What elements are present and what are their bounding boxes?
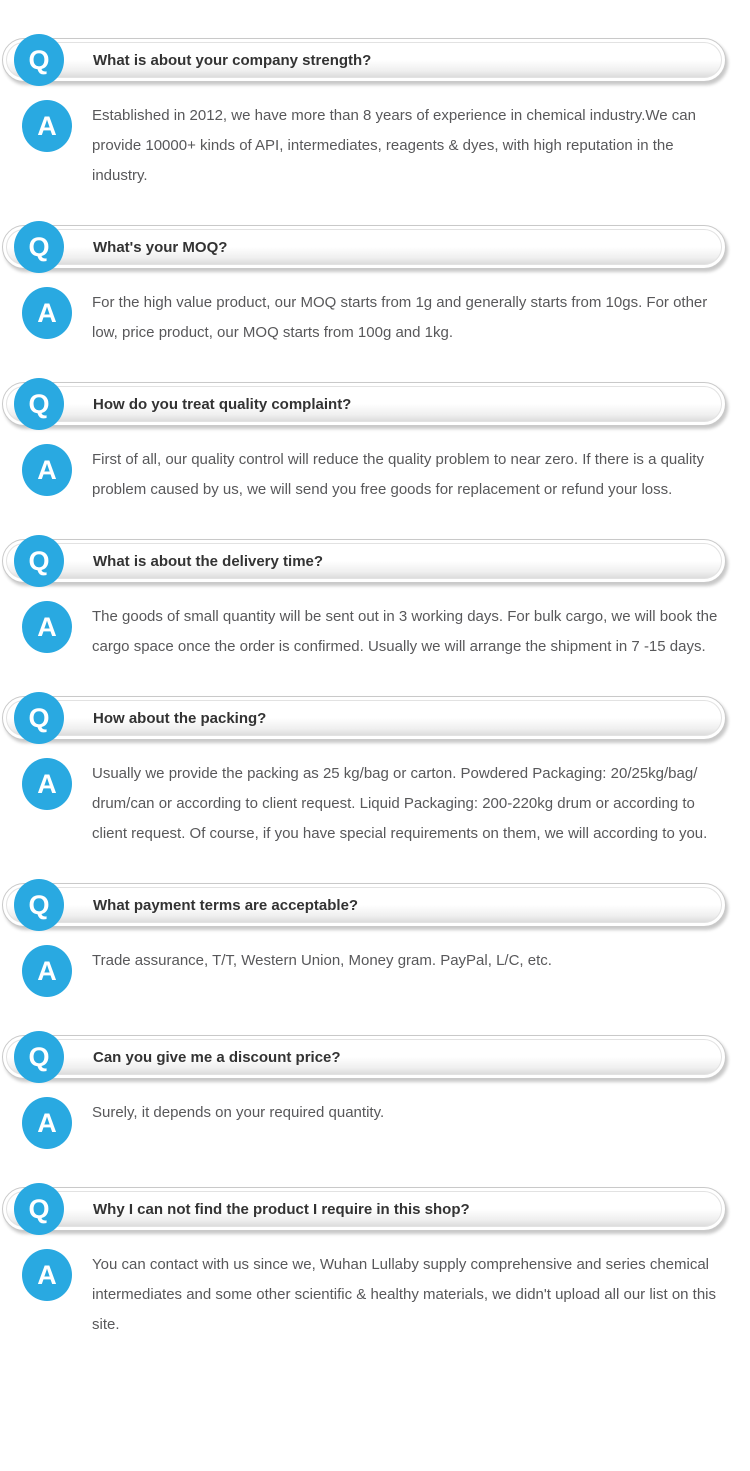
question-pill <box>2 696 726 740</box>
faq-item <box>0 692 750 849</box>
question-pill-inner <box>6 386 722 422</box>
question-badge <box>14 879 64 931</box>
answer-badge <box>22 945 72 997</box>
question-badge-letter: Q <box>28 388 50 419</box>
question-pill-inner <box>6 887 722 923</box>
answer-badge-letter: A <box>37 1107 57 1138</box>
question-text: Can you give me a discount price? <box>93 1048 341 1066</box>
faq-question-row <box>0 378 750 430</box>
faq-item <box>0 221 750 348</box>
question-text: How about the packing? <box>93 709 267 727</box>
faq-item <box>0 535 750 662</box>
faq-item <box>0 378 750 505</box>
faq-answer-row <box>0 1249 750 1340</box>
question-text: How do you treat quality complaint? <box>93 395 352 413</box>
question-badge <box>14 378 64 430</box>
question-badge <box>14 535 64 587</box>
answer-badge <box>22 1097 72 1149</box>
answer-badge <box>22 758 72 810</box>
question-badge-letter: Q <box>28 44 50 75</box>
question-pill <box>2 883 726 927</box>
question-text: What is about the delivery time? <box>93 552 324 570</box>
question-pill <box>2 38 726 82</box>
faq-answer-row <box>0 287 750 348</box>
question-pill <box>2 1035 726 1079</box>
answer-text: Surely, it depends on your required quantity. <box>92 1104 385 1121</box>
faq-question-row <box>0 535 750 587</box>
question-pill-inner <box>6 543 722 579</box>
question-badge-letter: Q <box>28 1193 50 1224</box>
answer-text: Established in 2012, we have more than 8 years of experience in chemical industry.We can provide 10000+ kinds of API, intermediates, reagents & dyes, with high reputation in the industry. <box>92 107 696 184</box>
answer-text: Usually we provide the packing as 25 kg/bag or carton. Powdered Packaging: 20/25kg/bag/ drum/can or according to client request. Liquid Packaging: 200-220kg drum or according to client request. Of course, if you have special requirements on them, we will according to you. <box>92 765 708 842</box>
answer-badge-letter: A <box>37 1259 57 1290</box>
question-badge-letter: Q <box>28 1041 50 1072</box>
question-badge-letter: Q <box>28 231 50 262</box>
question-pill <box>2 382 726 426</box>
question-badge-letter: Q <box>28 545 50 576</box>
question-pill-inner <box>6 700 722 736</box>
question-text: Why I can not find the product I require in this shop? <box>93 1200 470 1218</box>
faq-item <box>0 34 750 191</box>
answer-badge-letter: A <box>37 110 57 141</box>
answer-text: First of all, our quality control will reduce the quality problem to near zero. If there is a quality problem caused by us, we will send you free goods for replacement or refund your loss. <box>92 451 704 498</box>
answer-badge <box>22 287 72 339</box>
faq-question-row <box>0 692 750 744</box>
question-badge <box>14 221 64 273</box>
question-pill-inner <box>6 229 722 265</box>
question-pill <box>2 225 726 269</box>
question-text: What is about your company strength? <box>93 51 372 69</box>
question-badge-letter: Q <box>28 702 50 733</box>
answer-badge <box>22 100 72 152</box>
faq-question-row <box>0 1031 750 1083</box>
faq-answer-row <box>0 444 750 505</box>
question-badge <box>14 692 64 744</box>
answer-badge-letter: A <box>37 955 57 986</box>
answer-text: For the high value product, our MOQ starts from 1g and generally starts from 10gs. For other low, price product, our MOQ starts from 100g and 1kg. <box>92 294 708 341</box>
faq-question-row <box>0 34 750 86</box>
faq-question-row <box>0 879 750 931</box>
answer-text: Trade assurance, T/T, Western Union, Money gram. PayPal, L/C, etc. <box>92 952 552 969</box>
faq-answer-row <box>0 1097 750 1153</box>
answer-badge <box>22 601 72 653</box>
faq-answer-row <box>0 100 750 191</box>
faq-item <box>0 1183 750 1340</box>
faq-answer-row <box>0 758 750 849</box>
answer-text: You can contact with us since we, Wuhan Lullaby supply comprehensive and series chemical intermediates and some other scientific & healthy materials, we didn't upload all our list on this site. <box>92 1256 717 1333</box>
question-text: What payment terms are acceptable? <box>93 896 359 914</box>
question-badge <box>14 34 64 86</box>
question-pill-inner <box>6 1191 722 1227</box>
faq-question-row <box>0 1183 750 1235</box>
question-badge <box>14 1183 64 1235</box>
question-pill-inner <box>6 1039 722 1075</box>
answer-badge-letter: A <box>37 454 57 485</box>
faq-list <box>0 34 750 1340</box>
question-badge <box>14 1031 64 1083</box>
answer-badge-letter: A <box>37 297 57 328</box>
faq-item <box>0 1031 750 1153</box>
answer-text: The goods of small quantity will be sent out in 3 working days. For bulk cargo, we will book the cargo space once the order is confirmed. Usually we will arrange the shipment in 7 -15 days. <box>92 608 718 655</box>
question-pill <box>2 1187 726 1231</box>
question-text: What's your MOQ? <box>93 238 228 256</box>
question-pill-inner <box>6 42 722 78</box>
faq-question-row <box>0 221 750 273</box>
answer-badge-letter: A <box>37 611 57 642</box>
faq-item <box>0 879 750 1001</box>
answer-badge <box>22 444 72 496</box>
question-badge-letter: Q <box>28 889 50 920</box>
faq-answer-row <box>0 945 750 1001</box>
answer-badge-letter: A <box>37 768 57 799</box>
faq-answer-row <box>0 601 750 662</box>
question-pill <box>2 539 726 583</box>
answer-badge <box>22 1249 72 1301</box>
